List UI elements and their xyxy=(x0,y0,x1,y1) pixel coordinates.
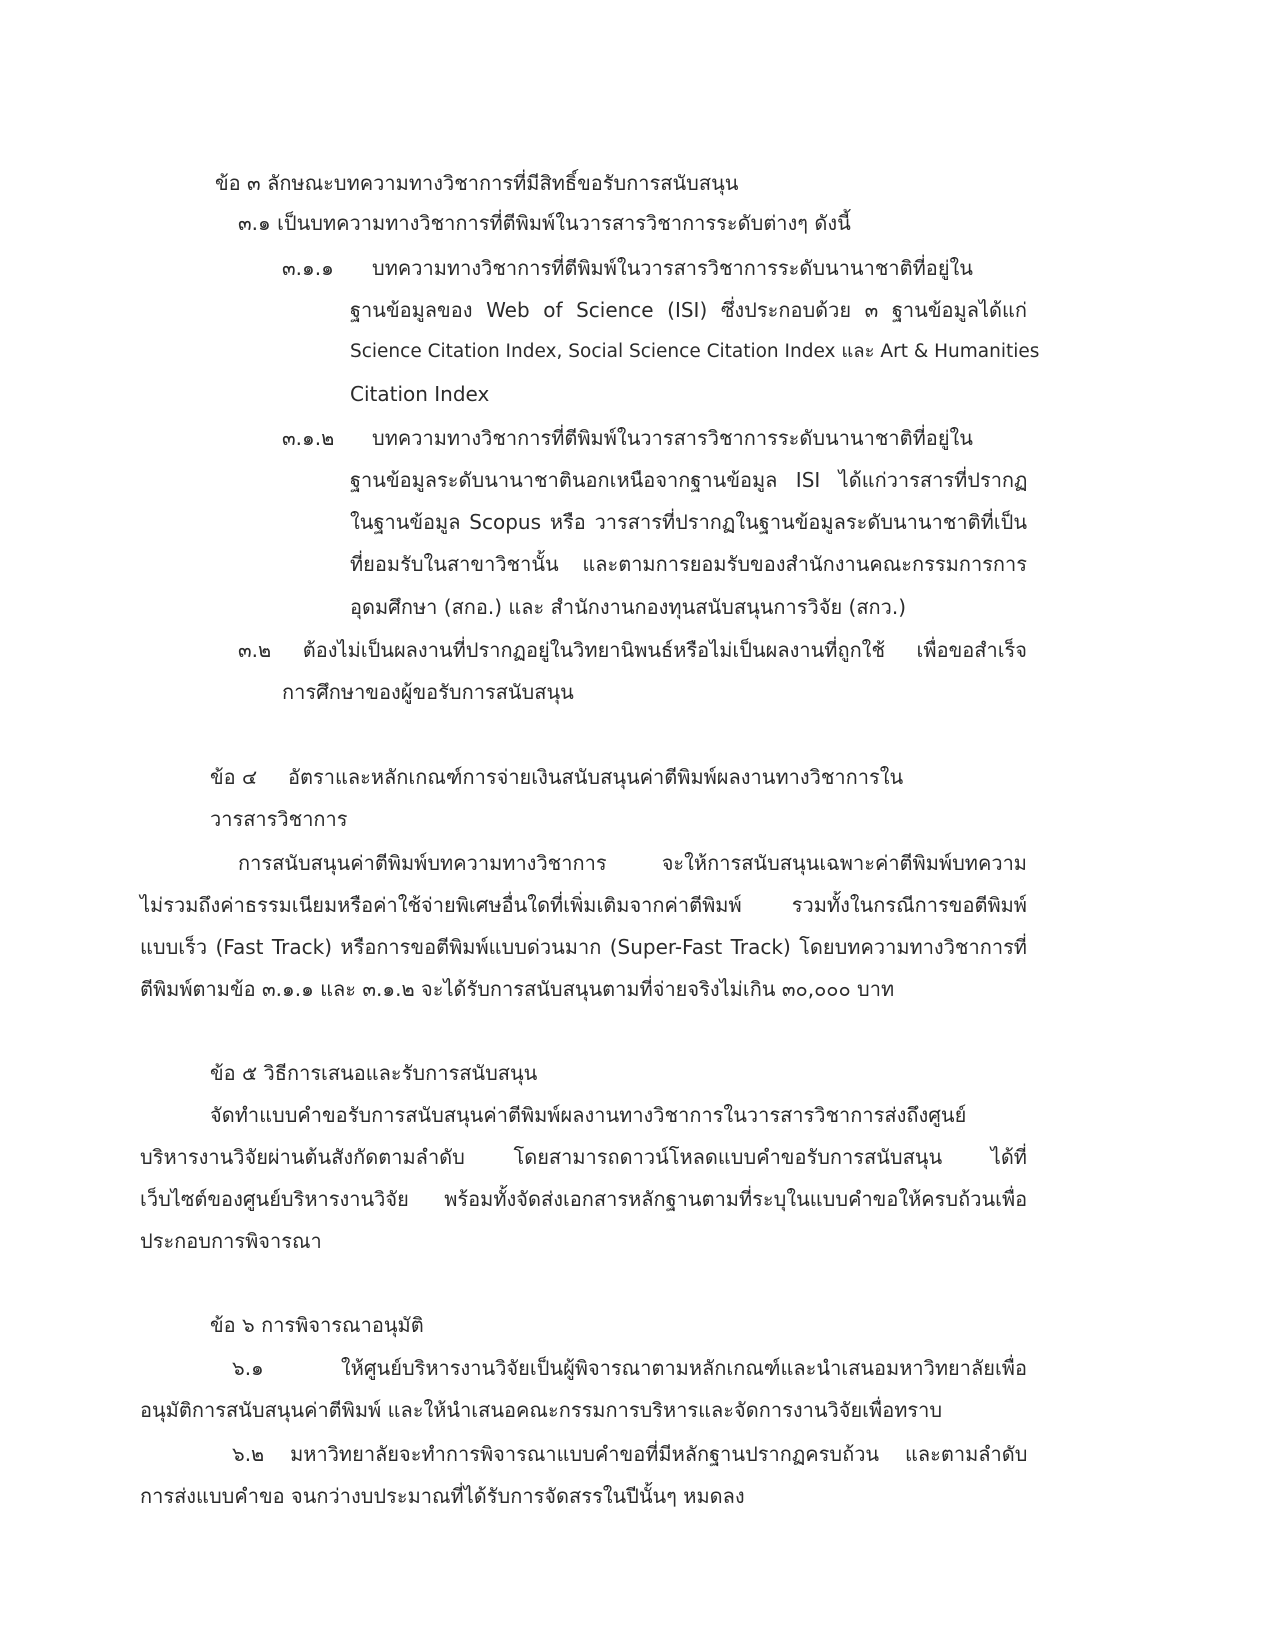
section-5-body-line-4: ประกอบการพิจารณา xyxy=(140,1229,322,1253)
clause-3-1-1-line-2: ฐานข้อมูลของ Web of Science (ISI) ซึ่งประกอบด้วย ๓ ฐานข้อมูลได้แก่ xyxy=(350,298,1027,322)
clause-3-1-2-line-1: บทความทางวิชาการที่ตีพิมพ์ในวารสารวิชาการระดับนานาชาติที่อยู่ใน xyxy=(372,426,973,450)
section-5-body-line-3: เว็บไซต์ของศูนย์บริหารงานวิจัย พร้อมทั้งจัดส่งเอกสารหลักฐานตามที่ระบุในแบบคำขอให้ครบถ้วนเพื่อ xyxy=(140,1187,1028,1211)
section-3-heading: ข้อ ๓ ลักษณะบทความทางวิชาการที่มีสิทธิ์ขอรับการสนับสนุน xyxy=(215,171,739,195)
section-5-body-line-1: จัดทำแบบคำขอรับการสนับสนุนค่าตีพิมพ์ผลงานทางวิชาการในวารสารวิชาการส่งถึงศูนย์ xyxy=(210,1103,967,1127)
clause-3-1-1-number: ๓.๑.๑ xyxy=(282,256,334,280)
section-4-body-line-3: แบบเร็ว (Fast Track) หรือการขอตีพิมพ์แบบด่วนมาก (Super-Fast Track) โดยบทความทางวิชาการที่ xyxy=(140,935,1027,959)
clause-6-1-line-2: อนุมัติการสนับสนุนค่าตีพิมพ์ และให้นำเสนอคณะกรรมการบริหารและจัดการงานวิจัยเพื่อทราบ xyxy=(140,1398,943,1422)
clause-6-2-line-2: การส่งแบบคำขอ จนกว่างบประมาณที่ได้รับการจัดสรรในปีนั้นๆ หมดลง xyxy=(140,1484,745,1508)
section-4-number: ข้อ ๔ xyxy=(210,765,258,789)
clause-6-2-line-1: ๖.๒ มหาวิทยาลัยจะทำการพิจารณาแบบคำขอที่มีหลักฐานปรากฏครบถ้วน และตามลำดับ xyxy=(232,1442,1028,1466)
section-4-body-line-1: การสนับสนุนค่าตีพิมพ์บทความทางวิชาการ จะให้การสนับสนุนเฉพาะค่าตีพิมพ์บทความ xyxy=(238,851,1027,875)
section-4-body-line-4: ตีพิมพ์ตามข้อ ๓.๑.๑ และ ๓.๑.๒ จะได้รับการสนับสนุนตามที่จ่ายจริงไม่เกิน ๓๐,๐๐๐ บาท xyxy=(140,977,895,1001)
section-4-heading-line-2: วารสารวิชาการ xyxy=(210,807,348,831)
clause-3-1-1-line-4: Citation Index xyxy=(350,382,490,406)
section-6-heading: ข้อ ๖ การพิจารณาอนุมัติ xyxy=(210,1313,424,1337)
clause-3-2-line-2: การศึกษาของผู้ขอรับการสนับสนุน xyxy=(282,680,574,704)
section-5-body-line-2: บริหารงานวิจัยผ่านต้นสังกัดตามลำดับ โดยสามารถดาวน์โหลดแบบคำขอรับการสนับสนุน ได้ที่ xyxy=(140,1145,1027,1169)
section-5-heading: ข้อ ๕ วิธีการเสนอและรับการสนับสนุน xyxy=(210,1061,538,1085)
clause-3-1: ๓.๑ เป็นบทความทางวิชาการที่ตีพิมพ์ในวารสารวิชาการระดับต่างๆ ดังนี้ xyxy=(238,211,851,235)
clause-3-1-2-line-5: อุดมศึกษา (สกอ.) และ สำนักงานกองทุนสนับสนุนการวิจัย (สกว.) xyxy=(350,595,907,619)
clause-3-1-2-number: ๓.๑.๒ xyxy=(282,426,335,450)
clause-3-1-1-line-1: บทความทางวิชาการที่ตีพิมพ์ในวารสารวิชาการระดับนานาชาติที่อยู่ใน xyxy=(372,256,973,280)
section-4-body-line-2: ไม่รวมถึงค่าธรรมเนียมหรือค่าใช้จ่ายพิเศษอื่นใดที่เพิ่มเติมจากค่าตีพิมพ์ รวมทั้งในกรณีการขอตีพิมพ์ xyxy=(140,893,1027,917)
clause-3-1-1-line-3: Science Citation Index, Social Science Citation Index และ Art & Humanities xyxy=(350,341,1040,362)
clause-3-2-line-1: ๓.๒ ต้องไม่เป็นผลงานที่ปรากฏอยู่ในวิทยานิพนธ์หรือไม่เป็นผลงานที่ถูกใช้ เพื่อขอสำเร็จ xyxy=(238,638,1027,662)
clause-3-1-2-line-3: ในฐานข้อมูล Scopus หรือ วารสารที่ปรากฏในฐานข้อมูลระดับนานาชาติที่เป็น xyxy=(350,510,1027,534)
clause-3-1-2-line-2: ฐานข้อมูลระดับนานาชาตินอกเหนือจากฐานข้อมูล ISI ได้แก่วารสารที่ปรากฏ xyxy=(350,468,1028,492)
section-4-heading-line-1: อัตราและหลักเกณฑ์การจ่ายเงินสนับสนุนค่าตีพิมพ์ผลงานทางวิชาการใน xyxy=(288,765,904,789)
clause-6-1-line-1: ๖.๑ ให้ศูนย์บริหารงานวิจัยเป็นผู้พิจารณาตามหลักเกณฑ์และนำเสนอมหาวิทยาลัยเพื่อ xyxy=(232,1356,1027,1380)
clause-3-1-2-line-4: ที่ยอมรับในสาขาวิชานั้น และตามการยอมรับของสำนักงานคณะกรรมการการ xyxy=(350,552,1027,576)
